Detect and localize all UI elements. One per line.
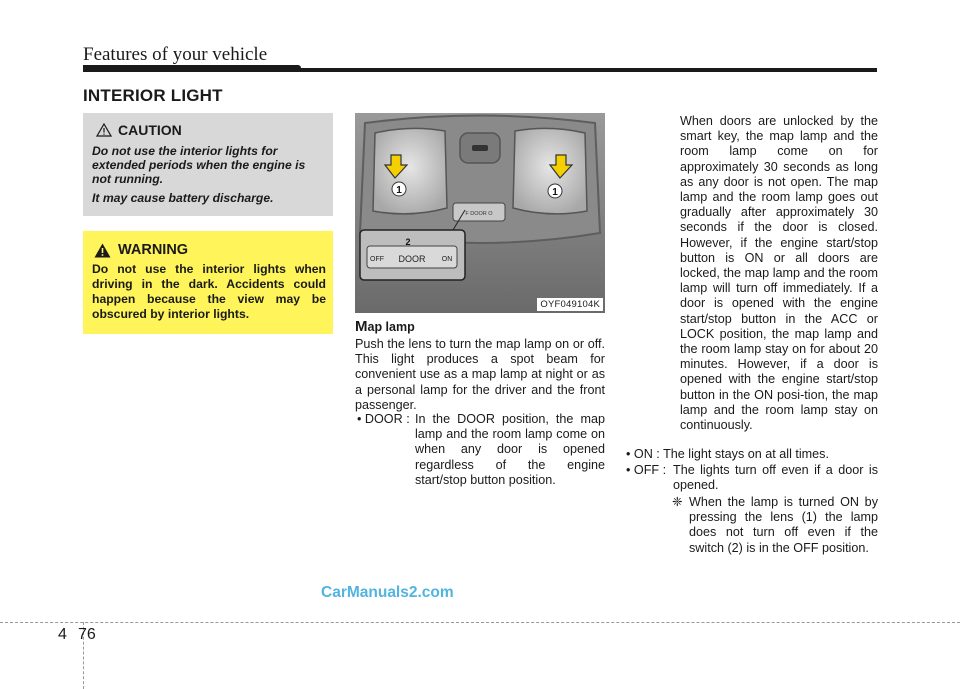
caution-title: CAUTION (118, 122, 182, 138)
header-rule (83, 68, 877, 72)
map-lamp-title (355, 318, 415, 335)
note (672, 495, 878, 556)
watermark-link[interactable]: CarManuals2.com (321, 584, 454, 601)
page-number-value: 76 (78, 626, 96, 643)
warning-title: WARNING (118, 242, 189, 258)
door-label: • DOOR : (357, 412, 410, 426)
footer-rule (0, 622, 960, 623)
off-item (626, 463, 878, 493)
chapter-number: 4 (58, 626, 67, 643)
section-title: INTERIOR LIGHT (83, 86, 223, 105)
off-text: The lights turn off even if a door is opened. (673, 463, 878, 493)
door-text: In the DOOR position, the map lamp and the room lamp come on when any door is opened regardless of the engine start/stop button position. (415, 412, 605, 487)
callout-1-left: 1 (396, 185, 402, 196)
note-text: When the lamp is turned ON by pressing the lens (1) the lamp does not turn off even if the switch (2) is in the OFF position. (689, 495, 878, 555)
header-title: Features of your vehicle (83, 44, 268, 65)
page-number (58, 626, 96, 644)
map-lamp-title-rest: ap lamp (367, 320, 415, 334)
caution-text (92, 144, 326, 205)
map-lamp-photo (355, 113, 605, 313)
warning-header (94, 242, 326, 258)
map-lamp-title-first: M (355, 318, 368, 335)
map-lamp-description: Push the lens to turn the map lamp on or off. This light produces a spot beam for convenient use as a map lamp at night or as a personal lamp for the driver and the front passenger. (355, 337, 605, 412)
warning-triangle-icon (94, 243, 111, 258)
on-item: • ON : The light stays on at all times. (626, 447, 829, 461)
switch-door-label: DOOR (398, 254, 426, 264)
callout-2: 2 (405, 237, 411, 247)
caution-line-1: Do not use the interior lights for extended periods when the engine is not running. (92, 144, 306, 186)
caution-line-2: It may cause battery discharge. (92, 191, 274, 205)
off-label: • OFF : (626, 463, 667, 477)
switch-on-label: ON (441, 256, 453, 263)
smart-key-text: When doors are unlocked by the smart key, the map lamp and the room lamp come on for approximately 30 seconds as long as any door is not open. The map lamp and the room lamp goes out gradually after approximately 30 seconds if the door is closed. However, if the engine start/stop button is ON or all doors are locked, the map lamp and the room lamp will turn off immediately. If a door is opened with the engine start/stop button in the ACC or LOCK position, the map lamp and the room lamp stay on for about 20 minutes. However, if a door is opened with the engine start/stop button in the ON posi-tion, the map lamp and the room lamp stay on continuously. (680, 114, 878, 433)
door-item (357, 412, 605, 488)
callout-1-right: 1 (552, 187, 558, 198)
note-symbol-icon: ❈ (672, 495, 683, 509)
map-lamp-illustration (355, 113, 605, 313)
caution-triangle-icon (96, 123, 112, 137)
switch-off-label: OFF (370, 256, 384, 263)
caution-box (83, 113, 333, 216)
small-switch-label: F DOOR O (465, 211, 493, 217)
figure-code: OYF049104K (537, 298, 603, 311)
warning-box (83, 231, 333, 334)
caution-header (96, 122, 326, 138)
warning-text: Do not use the interior lights when driving in the dark. Accidents could happen because the view may be obscured by interior lights. (92, 262, 326, 321)
